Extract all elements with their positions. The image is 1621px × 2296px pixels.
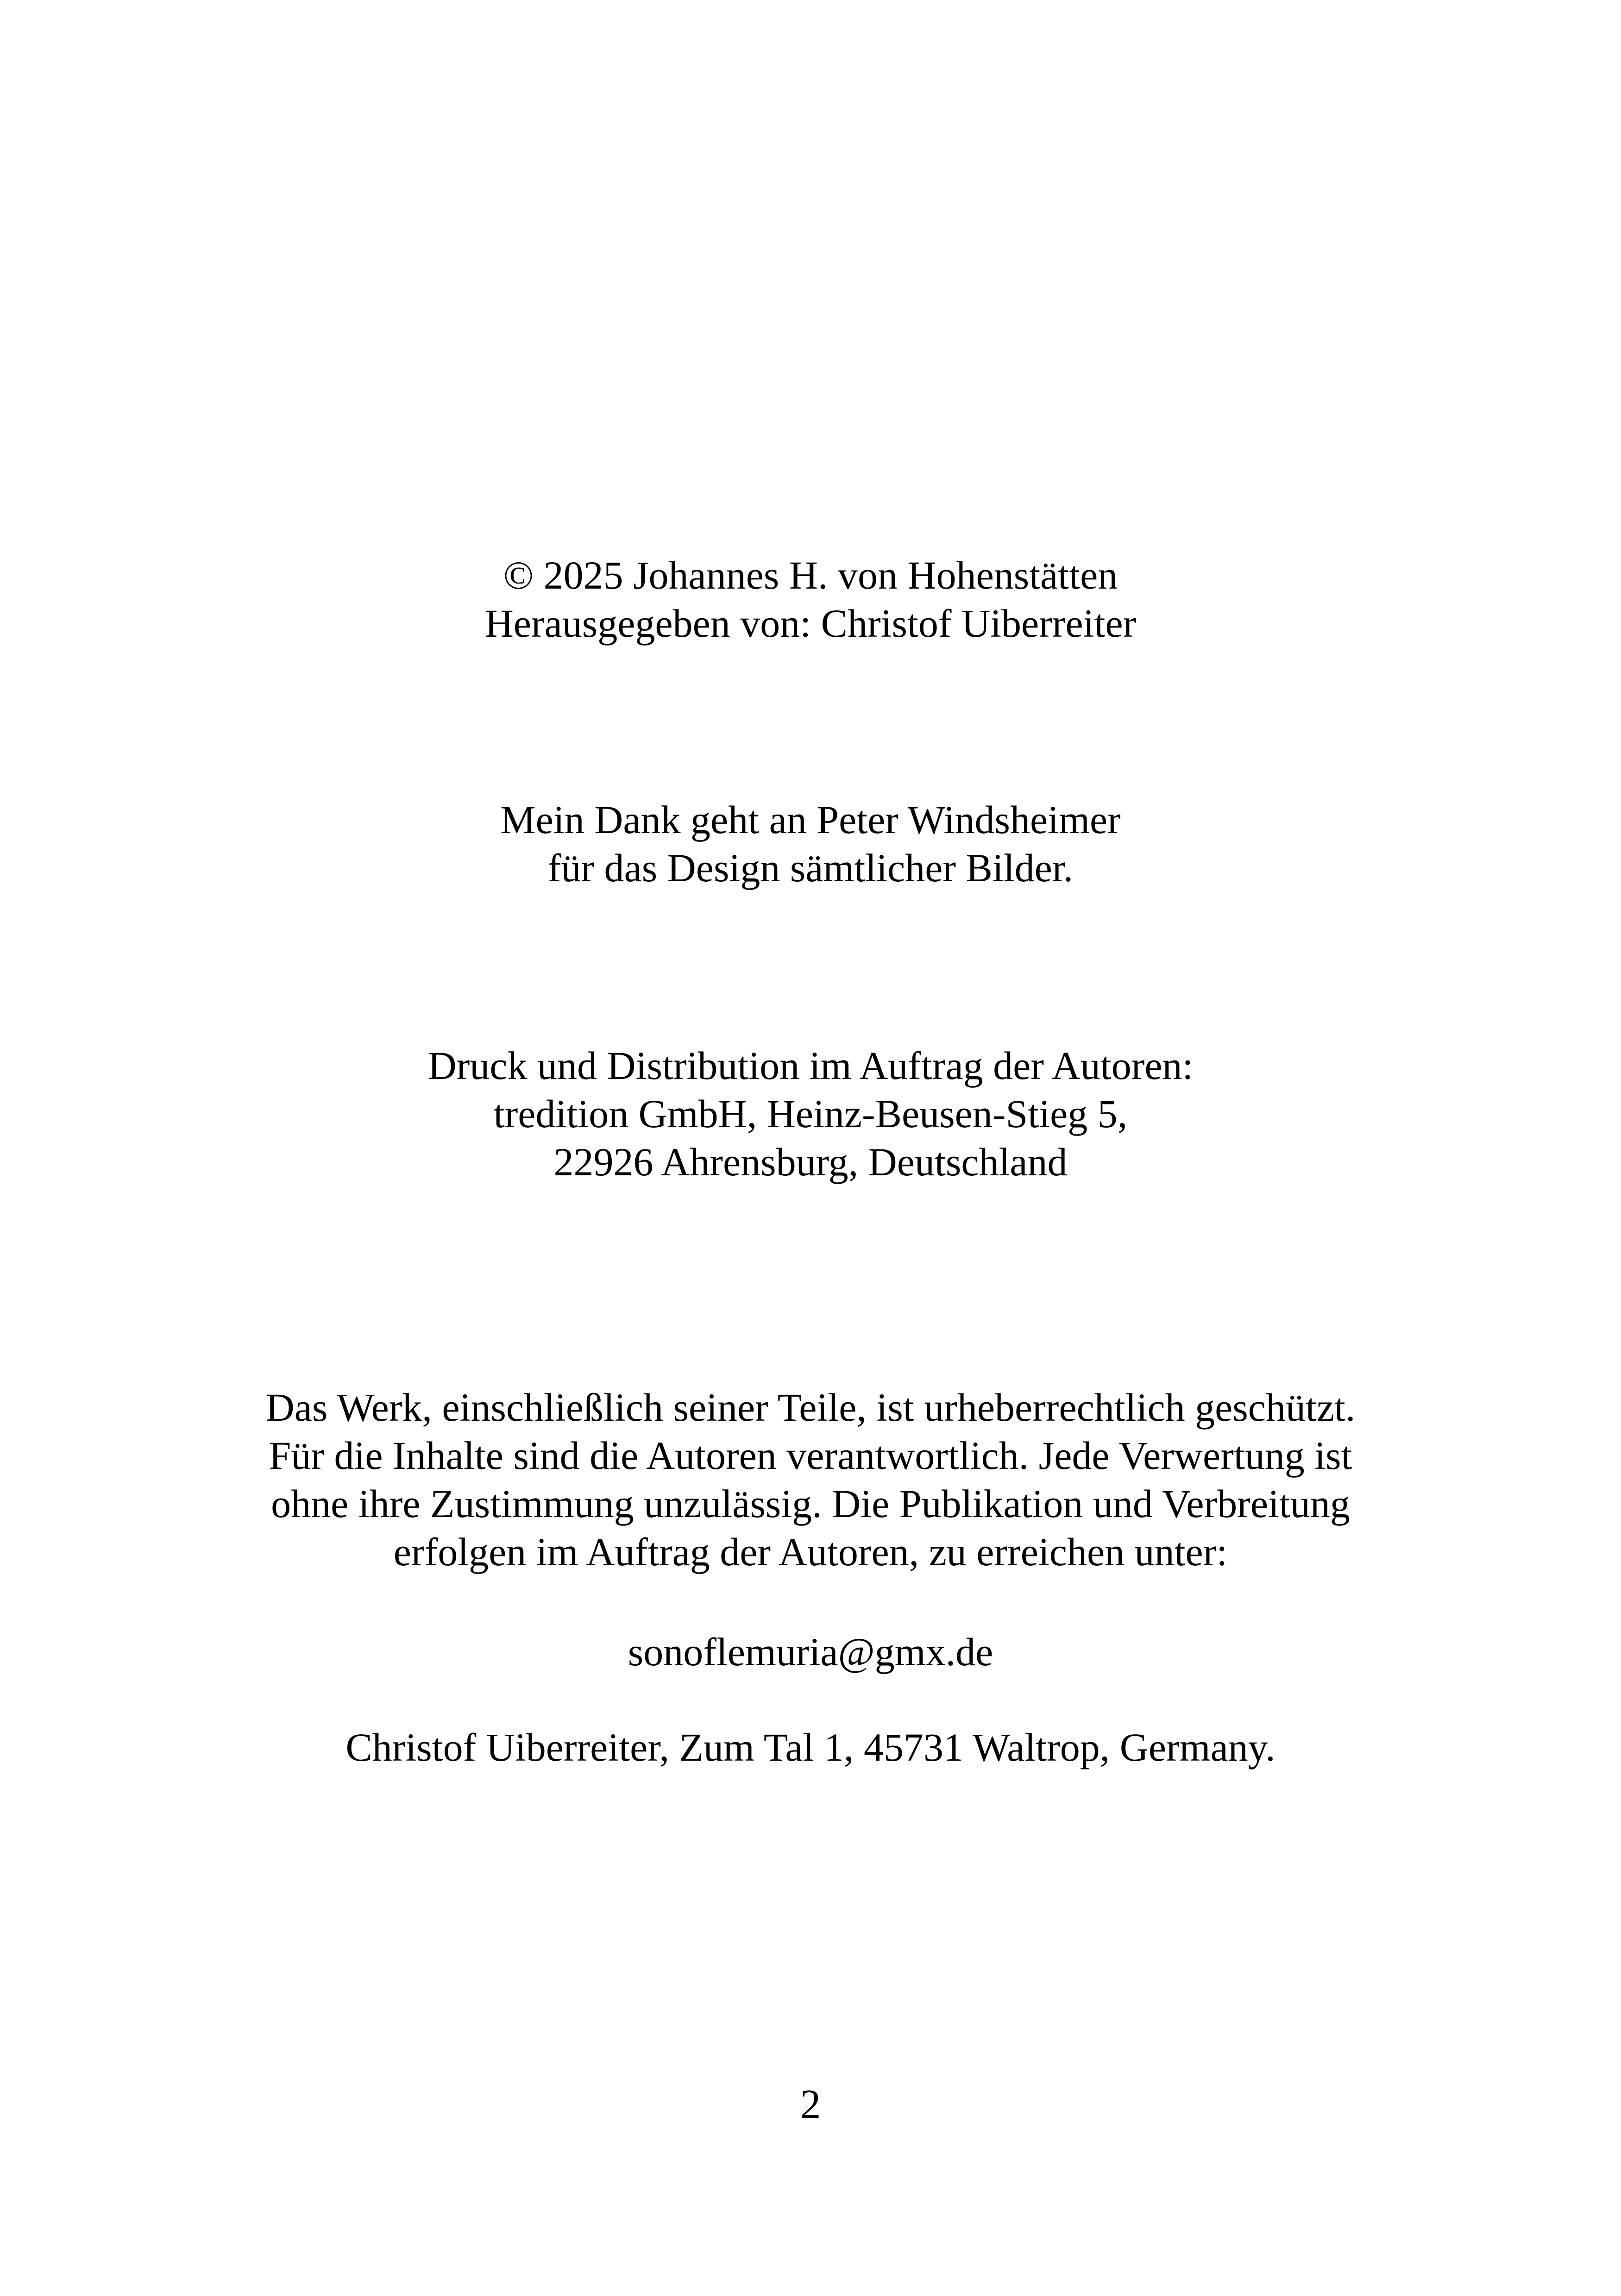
printing-info-line-3: 22926 Ahrensburg, Deutschland (553, 1140, 1068, 1184)
acknowledgement (0, 796, 1621, 892)
legal-notice-line-1: Das Werk, einschließlich seiner Teile, ist urheberrechtlich geschützt. (265, 1385, 1356, 1430)
copyright-line: © 2025 Johannes H. von Hohenstätten (503, 553, 1118, 597)
contact-address (0, 1723, 1621, 1771)
legal-notice (0, 1383, 1621, 1576)
acknowledgement-line-2: für das Design sämtlicher Bilder. (547, 846, 1074, 890)
contact-email (0, 1628, 1621, 1676)
contact-address-text: Christof Uiberreiter, Zum Tal 1, 45731 Waltrop, Germany. (346, 1725, 1275, 1769)
printing-info-line-1: Druck und Distribution im Auftrag der Autoren: (427, 1043, 1194, 1088)
publisher-line: Herausgegeben von: Christof Uiberreiter (484, 601, 1137, 646)
legal-notice-line-3: ohne ihre Zustimmung unzulässig. Die Publikation und Verbreitung (271, 1481, 1350, 1526)
copyright-notice (0, 551, 1621, 647)
page-number: 2 (800, 2082, 821, 2127)
legal-notice-line-2: Für die Inhalte sind die Autoren verantwortlich. Jede Verwertung ist (269, 1433, 1352, 1478)
printing-info-line-2: tredition GmbH, Heinz-Beusen-Stieg 5, (493, 1092, 1128, 1136)
acknowledgement-line-1: Mein Dank geht an Peter Windsheimer (500, 797, 1121, 842)
printing-info (0, 1041, 1621, 1186)
legal-notice-line-4: erfolgen im Auftrag der Autoren, zu erreichen unter: (393, 1530, 1228, 1574)
contact-email-text: sonoflemuria@gmx.de (628, 1630, 993, 1674)
